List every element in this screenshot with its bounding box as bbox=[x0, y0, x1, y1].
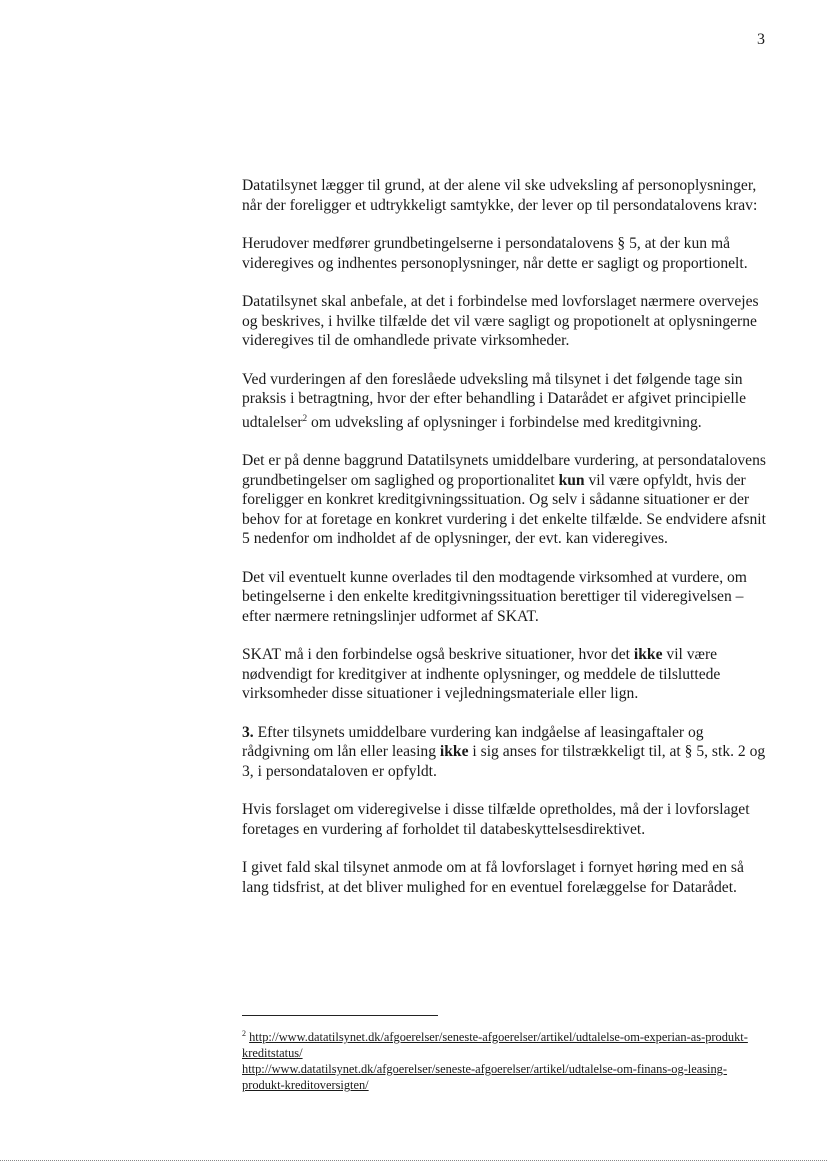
paragraph-text: i sig anses for tilstrækkeligt til, at § 5, stk. 2 og 3, i persondataloven er opfyldt. bbox=[242, 743, 766, 780]
emphasis-text: ikke bbox=[439, 743, 469, 761]
paragraph-text: vil være nødvendigt for kreditgiver at indhente oplysninger, og meddele de tilsluttede virksomheder disse situationer i vejledningsmateriale eller lign. bbox=[242, 646, 721, 703]
paragraph-text: Ved vurderingen af den foreslåede udveksling må tilsynet i det følgende tage sin praksis i betragtning, hvor der efter behandling i Datarådet er afgivet principielle udtalelser bbox=[242, 370, 747, 431]
page-number: 3 bbox=[757, 31, 765, 48]
paragraph-text: om udveksling af oplysninger i forbindelse med kreditgivning. bbox=[307, 413, 702, 431]
section-number: 3. bbox=[242, 723, 254, 741]
footnote-2-continued bbox=[242, 1061, 767, 1093]
paragraph-text: Hvis forslaget om videregivelse i disse tilfælde opretholdes, må der i lovforslaget foretages en vurdering af forholdet til databeskyttelsesdirektivet. bbox=[242, 801, 750, 838]
footnote-2 bbox=[242, 1026, 767, 1061]
paragraph-7 bbox=[242, 645, 767, 704]
paragraph-text: Datatilsynet skal anbefale, at det i forbindelse med lovforslaget nærmere overvejes og beskrives, i hvilke tilfælde det vil være sagligt og propotionelt at oplysningerne videregives til de omhandlede private virksomheder. bbox=[242, 293, 759, 349]
paragraph-5 bbox=[242, 451, 767, 549]
footnote-reference[interactable]: 2 bbox=[302, 412, 308, 423]
paragraph-text: I givet fald skal tilsynet anmode om at få lovforslaget i fornyet høring med en så lang tidsfrist, at det bliver mulighed for en eventuel forelæggelse for Datarådet. bbox=[242, 859, 744, 896]
paragraph-text: Herudover medfører grundbetingelserne i persondatalovens § 5, at der kun må videregives og indhentes personoplysninger, når dette er sagligt og proportionelt. bbox=[242, 235, 748, 272]
paragraph-text: SKAT må i den forbindelse også beskrive situationer, hvor det bbox=[242, 646, 634, 664]
paragraph-text: Det er på denne baggrund Datatilsynets umiddelbare vurdering, at persondatalovens grundbetingelser om saglighed og proportionalitet bbox=[242, 452, 766, 489]
paragraph-4 bbox=[242, 370, 767, 433]
footnotes bbox=[242, 1026, 767, 1093]
paragraph-text: Det vil eventuelt kunne overlades til den modtagende virksomhed at vurdere, om betingelserne i den enkelte kreditgivningssituation berettiger til videregivelsen – efter nærmere retningslinjer udformet af SKAT. bbox=[242, 568, 747, 625]
paragraph-10 bbox=[242, 858, 767, 897]
paragraph-3 bbox=[242, 292, 767, 351]
paragraph-9 bbox=[242, 800, 767, 839]
footnote-link-finans[interactable]: http://www.datatilsynet.dk/afgoerelser/seneste-afgoerelser/artikel/udtalelse-om-finans-og-leasing-produkt-kreditoversigten/ bbox=[242, 1062, 728, 1093]
footnote-divider bbox=[242, 1015, 438, 1016]
paragraph-8 bbox=[242, 723, 767, 782]
footnote-link-experian[interactable]: http://www.datatilsynet.dk/afgoerelser/seneste-afgoerelser/artikel/udtalelse-om-experian-as-produkt-kreditstatus/ bbox=[242, 1030, 748, 1061]
footnote-marker: 2 bbox=[242, 1029, 246, 1038]
paragraph-text: vil være opfyldt, hvis der foreligger en konkret kreditgivningssituation. Og selv i sådanne situationer er der behov for at foretage en konkret vurdering i det enkelte tilfælde. Se endvidere afsnit 5 nedenfor om indholdet af de oplysninger, der evt. kan videregives. bbox=[242, 471, 766, 548]
paragraph-2 bbox=[242, 234, 767, 273]
paragraph-6 bbox=[242, 568, 767, 627]
emphasis-text: ikke bbox=[633, 646, 663, 664]
emphasis-text: kun bbox=[558, 471, 585, 489]
page-bottom-edge bbox=[0, 1160, 827, 1161]
paragraph-1 bbox=[242, 176, 767, 215]
paragraph-text: Datatilsynet lægger til grund, at der alene vil ske udveksling af personoplysninger, når der foreligger et udtrykkeligt samtykke, der lever op til persondatalovens krav: bbox=[242, 177, 758, 214]
letter-body bbox=[242, 176, 767, 916]
paragraph-text: Efter tilsynets umiddelbare vurdering kan indgåelse af leasingaftaler og rådgivning om lån eller leasing bbox=[242, 723, 704, 761]
